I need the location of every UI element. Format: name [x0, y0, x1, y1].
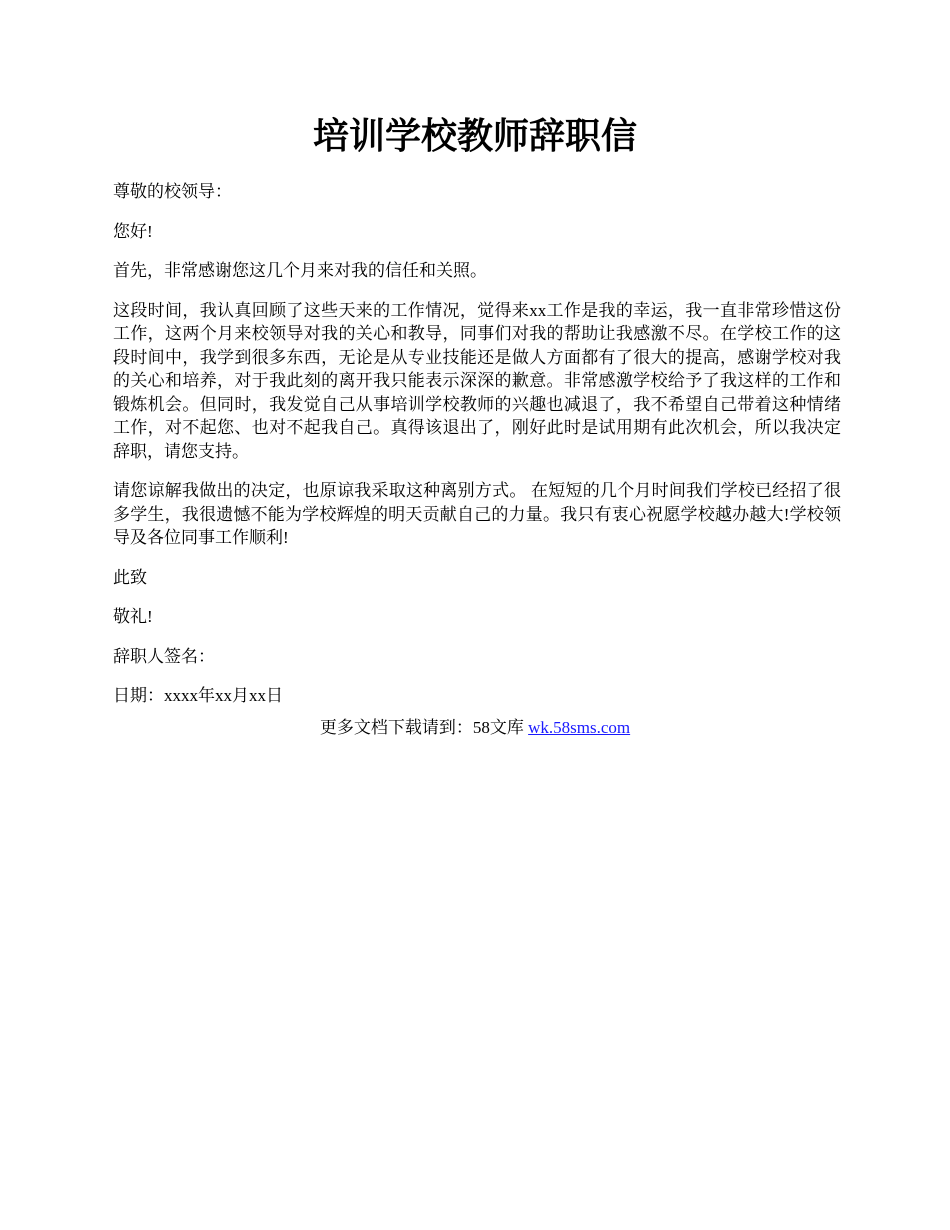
footer: [0, 716, 950, 740]
closing-phrase: 此致: [113, 567, 147, 587]
apology-paragraph: 请您谅解我做出的决定，也原谅我采取这种离别方式。 在短短的几个月时间我们学校已经招了很多学生，我很遗憾不能为学校辉煌的明天贡献自己的力量。我只有衷心祝愿学校越办越大!学校领导及各位同事工作顺利!: [113, 481, 841, 547]
greeting: 您好!: [113, 221, 153, 241]
date-line: 日期：xxxx年xx月xx日: [113, 686, 283, 705]
thanks-paragraph: 首先，非常感谢您这几个月来对我的信任和关照。: [113, 261, 487, 280]
document-title: 培训学校教师辞职信: [312, 116, 637, 156]
letter-body: [113, 180, 841, 724]
main-paragraph: 这段时间，我认真回顾了这些天来的工作情况，觉得来xx工作是我的幸运，我一直非常珍惜这份工作，这两个月来校领导对我的关心和教导，同事们对我的帮助让我感激不尽。在学校工作的这段时间中，我学到很多东西，无论是从专业技能还是做人方面都有了很大的提高，感谢学校对我的关心和培养，对于我此刻的离开我只能表示深深的歉意。非常感激学校给予了我这样的工作和锻炼机会。但同时，我发觉自己从事培训学校教师的兴趣也减退了，我不希望自己带着这种情绪工作，对不起您、也对不起我自己。真得该退出了，刚好此时是试用期有此次机会，所以我决定辞职，请您支持。: [113, 300, 841, 461]
footer-text: 更多文档下载请到：58文库: [319, 718, 529, 737]
closing-salute: 敬礼!: [113, 607, 153, 626]
footer-link[interactable]: wk.58sms.com: [528, 718, 631, 737]
salutation: 尊敬的校领导：: [113, 182, 232, 201]
signature-line: 辞职人签名：: [113, 646, 215, 666]
